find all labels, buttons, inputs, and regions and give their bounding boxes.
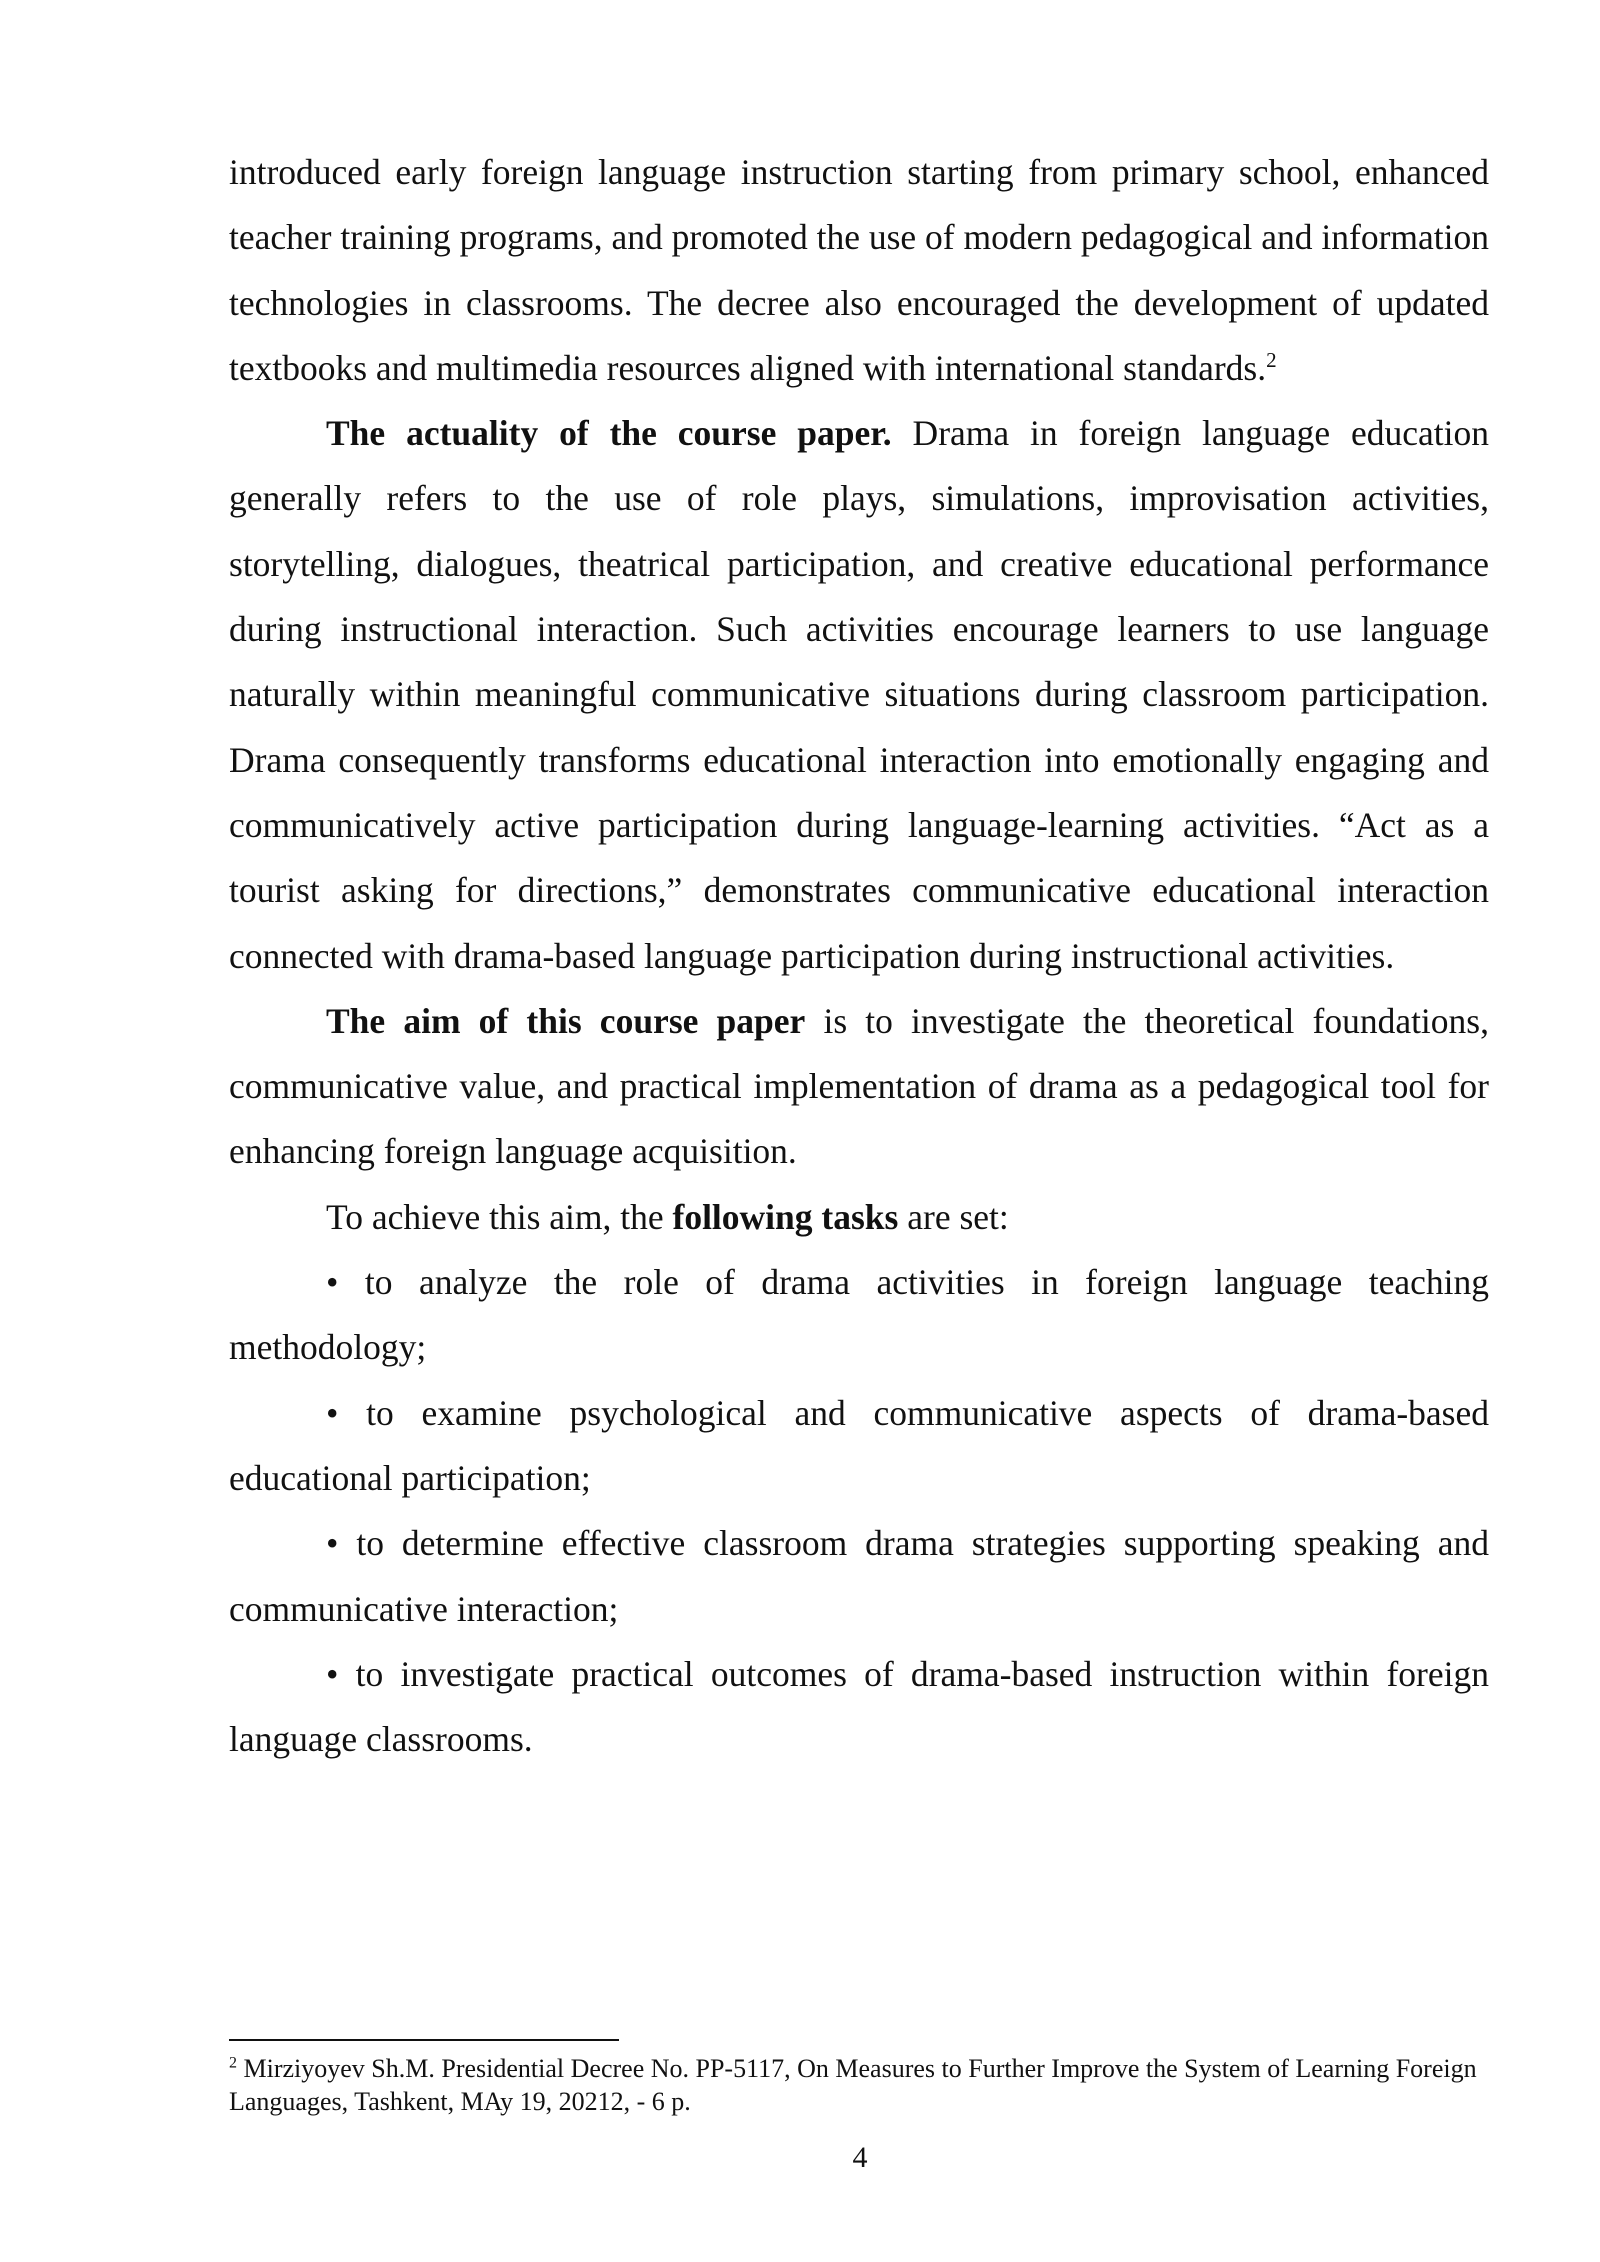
footnote-entry [229, 2052, 1489, 2118]
task-item: • to determine effective classroom drama strategies supporting speaking and communicative interaction; [229, 1523, 1489, 1629]
footnote-marker: 2 [229, 2054, 237, 2072]
tasks-intro-after: are set: [898, 1196, 1009, 1237]
actuality-text: Drama in foreign language education generally refers to the use of role plays, simulations, improvisation activities, storytelling, dialogues, theatrical participation, and creative educational performance during instructional interaction. Such activities encourage learners to use language naturally within meaningful communicative situations during classroom participation. Drama consequently transforms educational interaction into emotionally engaging and communicatively active participation during language-learning activities. “Act as a tourist asking for directions,” demonstrates communicative educational interaction connected with drama-based language participation during instructional activities. [229, 413, 1490, 976]
page-number: 4 [852, 2141, 868, 2174]
aim-heading: The aim of this course paper [326, 1000, 806, 1041]
paragraph-text: introduced early foreign language instruction starting from primary school, enhanced teacher training programs, and promoted the use of modern pedagogical and information technologies in classrooms. The decree also encouraged the development of updated textbooks and multimedia resources aligned with international standards. [229, 152, 1489, 388]
tasks-intro-before: To achieve this aim, the [326, 1196, 673, 1237]
task-item: • to examine psychological and communicative aspects of drama-based educational participation; [229, 1392, 1489, 1498]
footnote-text: Mirziyoyev Sh.M. Presidential Decree No. PP-5117, On Measures to Further Improve the System of Learning Foreign Languages, Tashkent, MAy 19, 20212, - 6 p. [229, 2054, 1477, 2116]
paragraph-decree-continuation [229, 140, 1489, 401]
paragraph-tasks-intro [229, 1185, 1489, 1250]
footnote [229, 2052, 1489, 2118]
aim-text: is to investigate the theoretical foundations, communicative value, and practical implementation of drama as a pedagogical tool for enhancing foreign language acquisition. [229, 1000, 1489, 1172]
task-item: • to investigate practical outcomes of drama-based instruction within foreign language classrooms. [229, 1653, 1489, 1760]
task-item: • to analyze the role of drama activities in foreign language teaching methodology; [229, 1262, 1489, 1368]
footnote-separator [229, 2039, 619, 2041]
tasks-intro-bold: following tasks [672, 1196, 899, 1237]
footnote-reference[interactable]: 2 [1266, 348, 1277, 373]
body-text [229, 140, 1489, 1772]
actuality-heading: The actuality of the course paper. [326, 413, 892, 454]
paragraph-aim [229, 989, 1489, 1185]
paragraph-actuality [229, 401, 1489, 989]
